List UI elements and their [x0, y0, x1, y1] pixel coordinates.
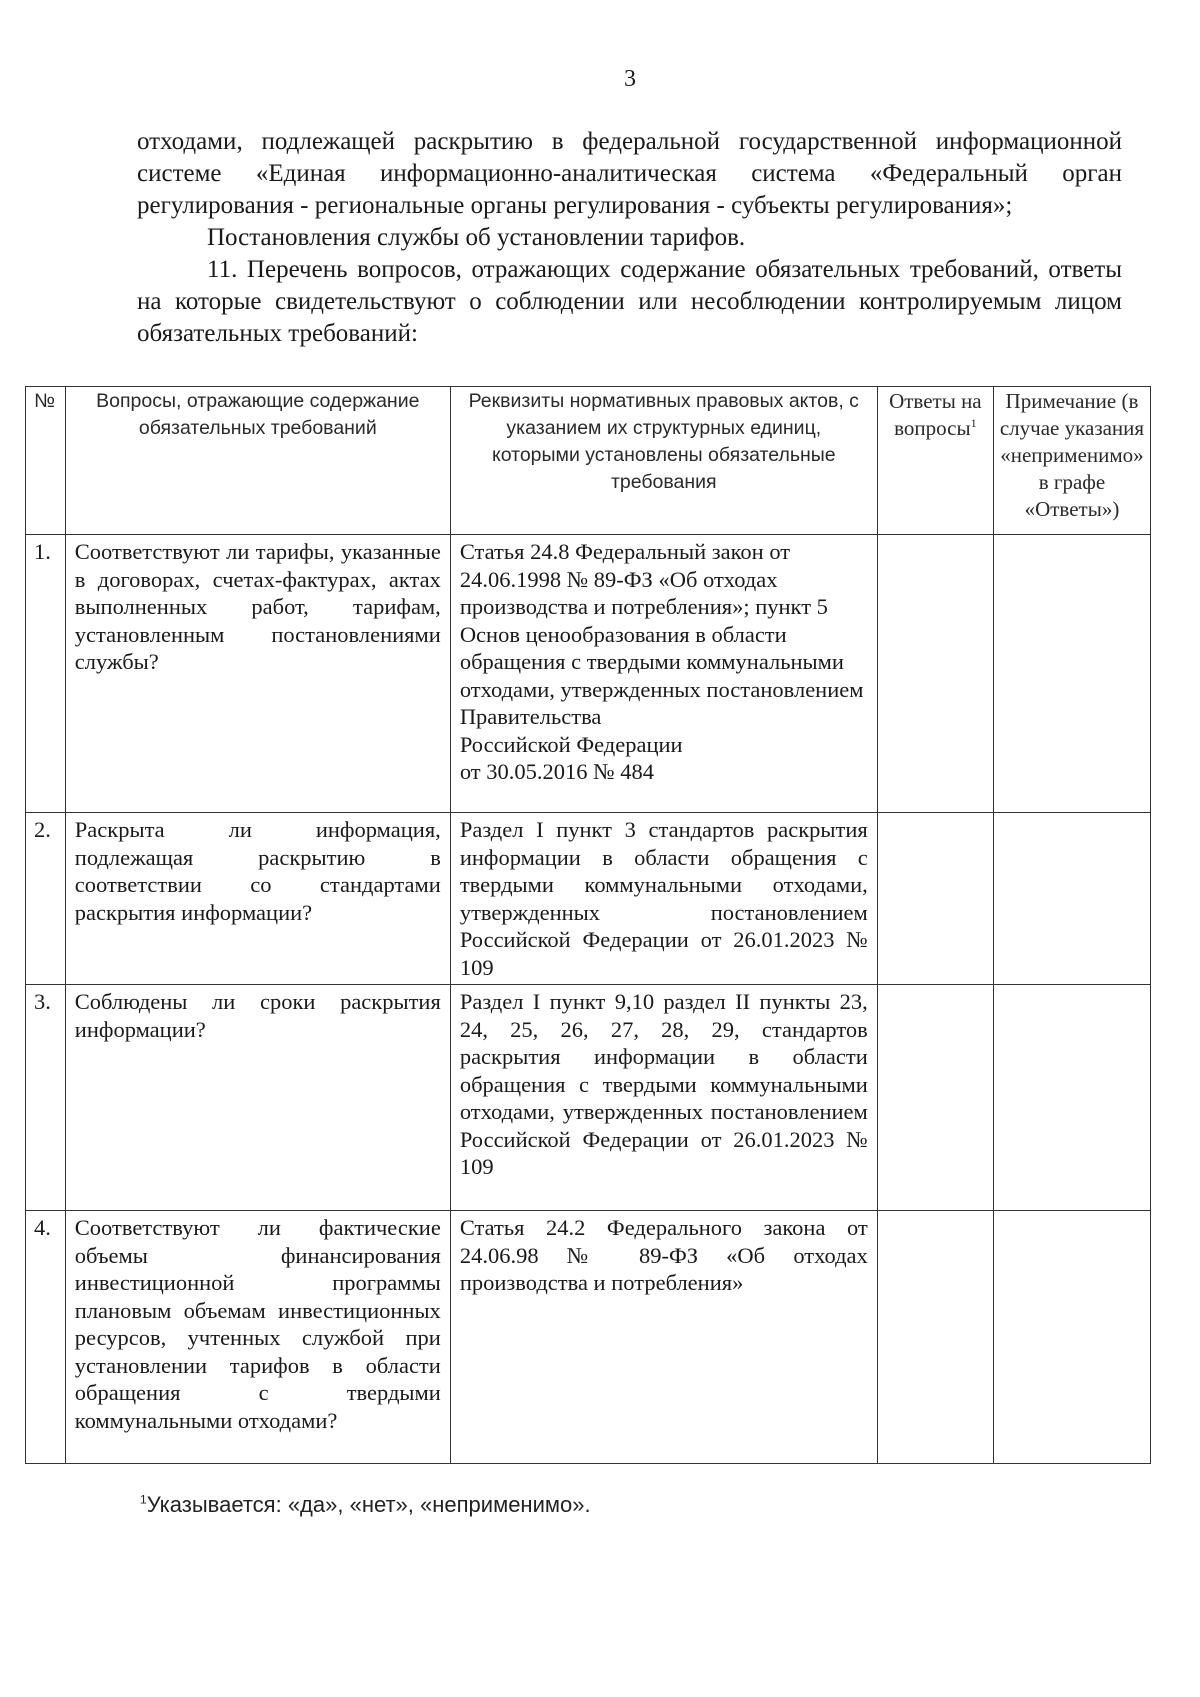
row-number: 1. [26, 535, 66, 813]
row-note-cell [993, 813, 1150, 985]
footnote-marker: 1 [970, 416, 977, 430]
page-number: 3 [624, 66, 636, 92]
row-requisites: Раздел I пункт 3 стандартов раскрытия информации в области обращения с твердыми коммунальными отходами, утвержденных постановлением Российской Федерации от 26.01.2023 № 109 [450, 813, 877, 985]
intro-text [137, 126, 1122, 350]
row-number: 2. [26, 813, 66, 985]
row-requisites [450, 535, 877, 813]
footnote-mark: 1 [140, 1492, 147, 1507]
row-note-cell [993, 1211, 1150, 1464]
row-question: Соответствуют ли фактические объемы финансирования инвестиционной программы плановым объемам инвестиционных ресурсов, учтенных службой при установлении тарифов в области обращения с твердыми коммунальными отходами? [65, 1211, 450, 1464]
row-requisites: Статья 24.2 Федерального закона от 24.06.98 № 89-ФЗ «Об отходах производства и потребления» [450, 1211, 877, 1464]
row-requisites-line: Правительства [459, 704, 602, 729]
row-question: Соответствуют ли тарифы, указанные в договорах, счетах-фактурах, актах выполненных работ, тарифам, установленным постановлениями службы? [65, 535, 450, 813]
intro-paragraph-item-11: 11. Перечень вопросов, отражающих содержание обязательных требований, ответы на которые свидетельствуют о соблюдении или несоблюдении контролируемым лицом обязательных требований: [137, 256, 1122, 347]
table-row [26, 985, 1151, 1211]
row-requisites: Раздел I пункт 9,10 раздел II пункты 23, 24, 25, 26, 27, 28, 29, стандартов раскрытия информации в области обращения с твердыми коммунальными отходами, утвержденных постановлением Российской Федерации от 26.01.2023 № 109 [450, 985, 877, 1211]
header-number: № [26, 387, 66, 535]
intro-paragraph-resolutions: Постановления службы об установлении тарифов. [207, 224, 746, 251]
footnote [140, 1492, 591, 1518]
footnote-text: Указывается: «да», «нет», «неприменимо». [146, 1492, 591, 1517]
row-note-cell [993, 535, 1150, 813]
table-row [26, 1211, 1151, 1464]
intro-paragraph-continuation: отходами, подлежащей раскрытию в федеральной государственной информационной системе «Единая информационно-аналитическая система «Федеральный орган регулирования - региональные органы регулирования - субъекты регулирования»; [137, 128, 1122, 219]
row-number: 4. [26, 1211, 66, 1464]
table-row [26, 535, 1151, 813]
row-question: Раскрыта ли информация, подлежащая раскрытию в соответствии со стандартами раскрытия информации? [65, 813, 450, 985]
table-row [26, 813, 1151, 985]
row-requisites-line: от 30.05.2016 № 484 [459, 759, 654, 784]
header-requisites: Реквизиты нормативных правовых актов, с указанием их структурных единиц, которыми установлены обязательные требования [450, 387, 877, 535]
row-answer-cell [877, 1211, 993, 1464]
row-number: 3. [26, 985, 66, 1211]
requirements-table [25, 386, 1151, 1464]
row-requisites-main: Статья 24.8 Федеральный закон от 24.06.1998 № 89-ФЗ «Об отходах производства и потребления»; пункт 5 Основ ценообразования в области обращения с твердыми коммунальными отходами, утвержденных постановлением [459, 539, 864, 702]
row-answer-cell [877, 535, 993, 813]
row-answer-cell [877, 985, 993, 1211]
header-answers [877, 387, 993, 535]
header-question: Вопросы, отражающие содержание обязательных требований [65, 387, 450, 535]
row-note-cell [993, 985, 1150, 1211]
row-answer-cell [877, 813, 993, 985]
table-header-row [26, 387, 1151, 535]
header-note: Примечание (в случае указания «неприменимо» в графе «Ответы») [993, 387, 1150, 535]
row-requisites-line: Российской Федерации [459, 731, 683, 757]
row-question: Соблюдены ли сроки раскрытия информации? [65, 985, 450, 1211]
header-answers-label: Ответы на вопросы [889, 389, 982, 440]
